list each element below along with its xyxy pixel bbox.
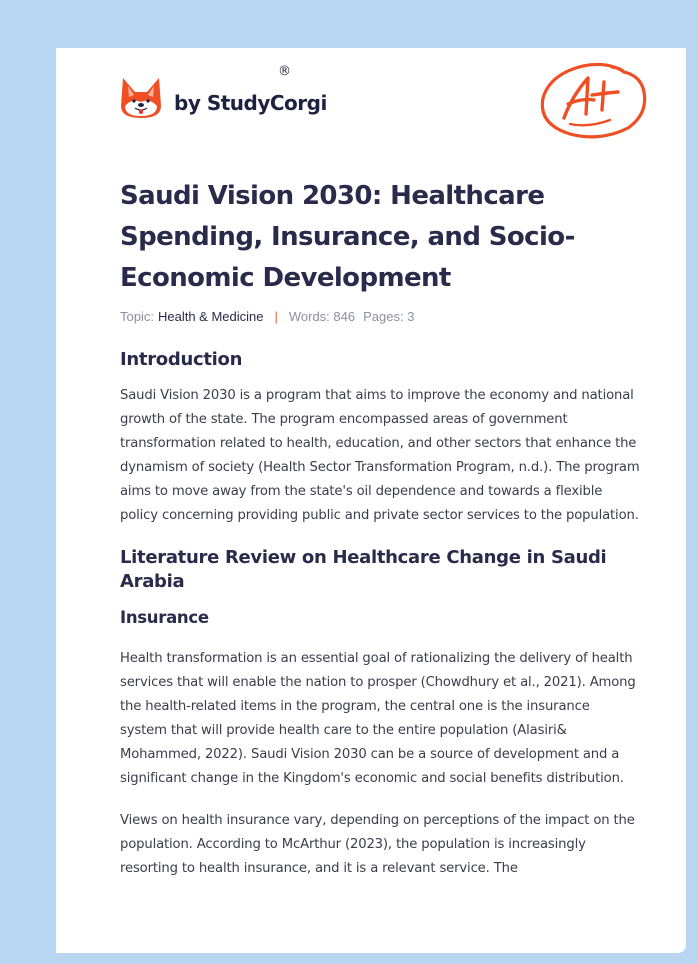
topic-link[interactable]: Health & Medicine xyxy=(157,309,264,324)
paragraph: Views on health insurance vary, depending on perceptions of the impact on the population. According to McArthur (2023), the population is increasingly resorting to health insurance, and it is a relevant service. The xyxy=(120,813,635,876)
meta-separator: | xyxy=(274,309,278,324)
corgi-icon xyxy=(120,76,162,120)
paragraph: Health transformation is an essential goal of rationalizing the delivery of health services that will enable the nation to prosper (Chowdhury et al., 2021). Among the health-related items in the program, the central one is the insurance system that will provide health care to the entire population (Alasiri& Mohammed, 2022). Saudi Vision 2030 can be a source of development and a significant change in the Kingdom's economic and social benefits distribution. xyxy=(120,651,636,786)
studycorgi-logo[interactable] xyxy=(120,76,327,120)
word-count: Words: 846 xyxy=(288,309,356,324)
section-heading-literature-review: Literature Review on Healthcare Change in Saudi Arabia xyxy=(120,547,607,592)
document-content xyxy=(120,176,640,881)
document-meta xyxy=(120,309,640,324)
paragraph: Saudi Vision 2030 is a program that aims to improve the economy and national growth of the state. The program encompassed areas of government transformation related to health, education, and other sectors that enhance the dynamism of society (Health Sector Transformation Program, n.d.). The program aims to move away from the state's oil dependence and towards a flexible policy concerning providing public and private sector services to the population. xyxy=(120,388,640,523)
registered-mark: ® xyxy=(278,64,291,79)
topic-label: Topic: xyxy=(120,309,154,324)
section-heading-introduction: Introduction xyxy=(120,349,243,370)
document-title: Saudi Vision 2030: Healthcare Spending, Insurance, and Socio-Economic Development xyxy=(120,181,575,293)
a-plus-grade-icon xyxy=(538,58,648,140)
document-card xyxy=(56,48,686,953)
header xyxy=(56,48,686,158)
subsection-heading-insurance: Insurance xyxy=(120,608,209,627)
brand-name: by StudyCorgi xyxy=(174,91,327,115)
page-count: Pages: 3 xyxy=(363,309,415,324)
